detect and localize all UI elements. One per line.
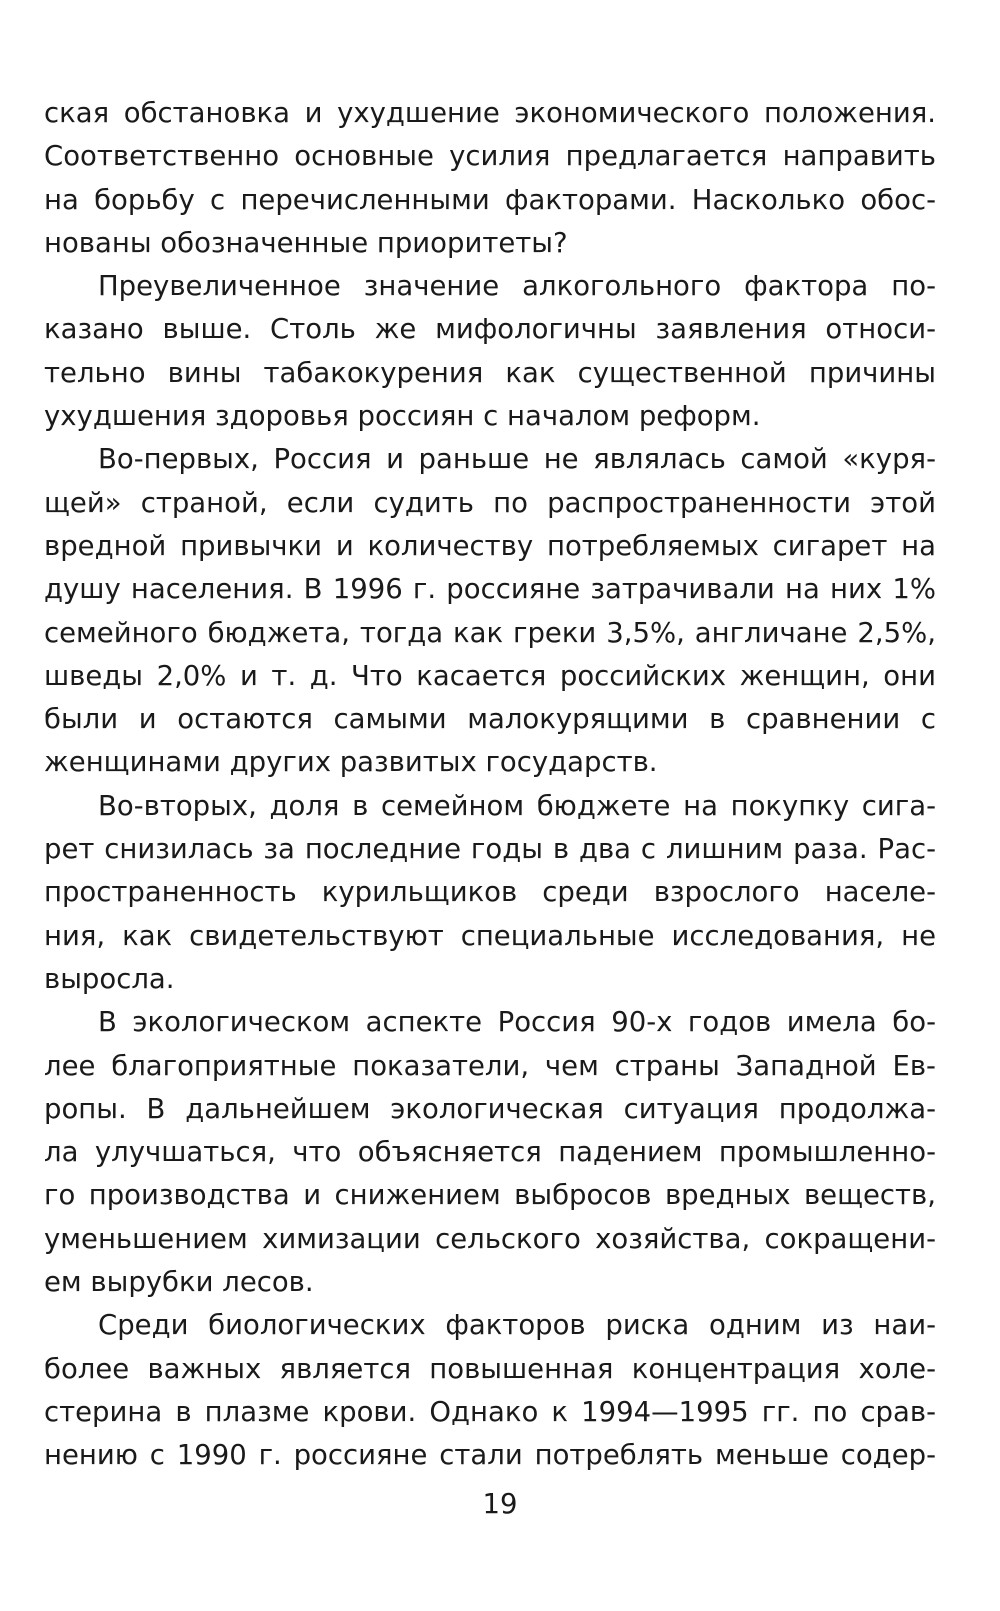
text-line: женщинами других развитых государств. xyxy=(44,746,658,779)
text-line: нованы обозначенные приоритеты? xyxy=(44,226,568,259)
text-line: нению с 1990 г. россияне стали потреблять меньше содер- xyxy=(44,1439,936,1472)
text-line: были и остаются самыми малокурящими в сравнении с xyxy=(44,703,936,736)
text-line: казано выше. Столь же мифологичны заявления относи- xyxy=(44,313,936,346)
text-line: пространенность курильщиков среди взрослого населе- xyxy=(44,876,936,909)
text-line: Во-первых, Россия и раньше не являлась самой «куря- xyxy=(98,443,936,476)
text-line: семейного бюджета, тогда как греки 3,5%, англичане 2,5%, xyxy=(44,616,936,649)
text-line: на борьбу с перечисленными факторами. Насколько обос- xyxy=(44,183,936,216)
text-line: Соответственно основные усилия предлагается направить xyxy=(44,140,936,173)
text-line: шведы 2,0% и т. д. Что касается российских женщин, они xyxy=(44,659,936,692)
text-line: тельно вины табакокурения как существенной причины xyxy=(44,356,936,389)
text-line: ем вырубки лесов. xyxy=(44,1266,314,1299)
text-line: Во-вторых, доля в семейном бюджете на покупку сига- xyxy=(98,789,936,822)
text-line: ская обстановка и ухудшение экономического положения. xyxy=(44,97,936,129)
text-line: ла улучшаться, что объясняется падением промышленно- xyxy=(44,1136,936,1169)
page-number: 19 xyxy=(482,1488,518,1520)
text-line: щей» страной, если судить по распространенности этой xyxy=(44,486,936,519)
paragraph xyxy=(44,438,936,784)
body-text xyxy=(44,92,936,1478)
text-line: рет снизилась за последние годы в два с лишним раза. Рас- xyxy=(44,833,936,866)
text-line: ния, как свидетельствуют специальные исследования, не xyxy=(44,919,936,952)
text-line: Среди биологических факторов риска одним из наи- xyxy=(98,1309,936,1342)
paragraph xyxy=(44,1001,936,1304)
text-line: ропы. В дальнейшем экологическая ситуация продолжа- xyxy=(44,1092,936,1125)
text-line: душу населения. В 1996 г. россияне затрачивали на них 1% xyxy=(44,573,936,606)
text-line: В экологическом аспекте Россия 90-х годов имела бо- xyxy=(98,1006,936,1039)
paragraph xyxy=(44,92,936,265)
text-line: го производства и снижением выбросов вредных веществ, xyxy=(44,1179,936,1212)
text-line: лее благоприятные показатели, чем страны Западной Ев- xyxy=(44,1049,936,1082)
paragraph xyxy=(44,265,936,438)
text-line: более важных является повышенная концентрация холе- xyxy=(44,1352,936,1385)
paragraph xyxy=(44,1304,936,1477)
text-line: вредной привычки и количеству потребляемых сигарет на xyxy=(44,529,936,562)
text-line: ухудшения здоровья россиян с началом реформ. xyxy=(44,400,761,433)
text-line: Преувеличенное значение алкогольного фактора по- xyxy=(98,270,936,303)
paragraph xyxy=(44,785,936,1001)
text-line: уменьшением химизации сельского хозяйства, сокращени- xyxy=(44,1222,936,1255)
text-line: выросла. xyxy=(44,962,175,995)
text-line: стерина в плазме крови. Однако к 1994—1995 гг. по срав- xyxy=(44,1395,936,1428)
